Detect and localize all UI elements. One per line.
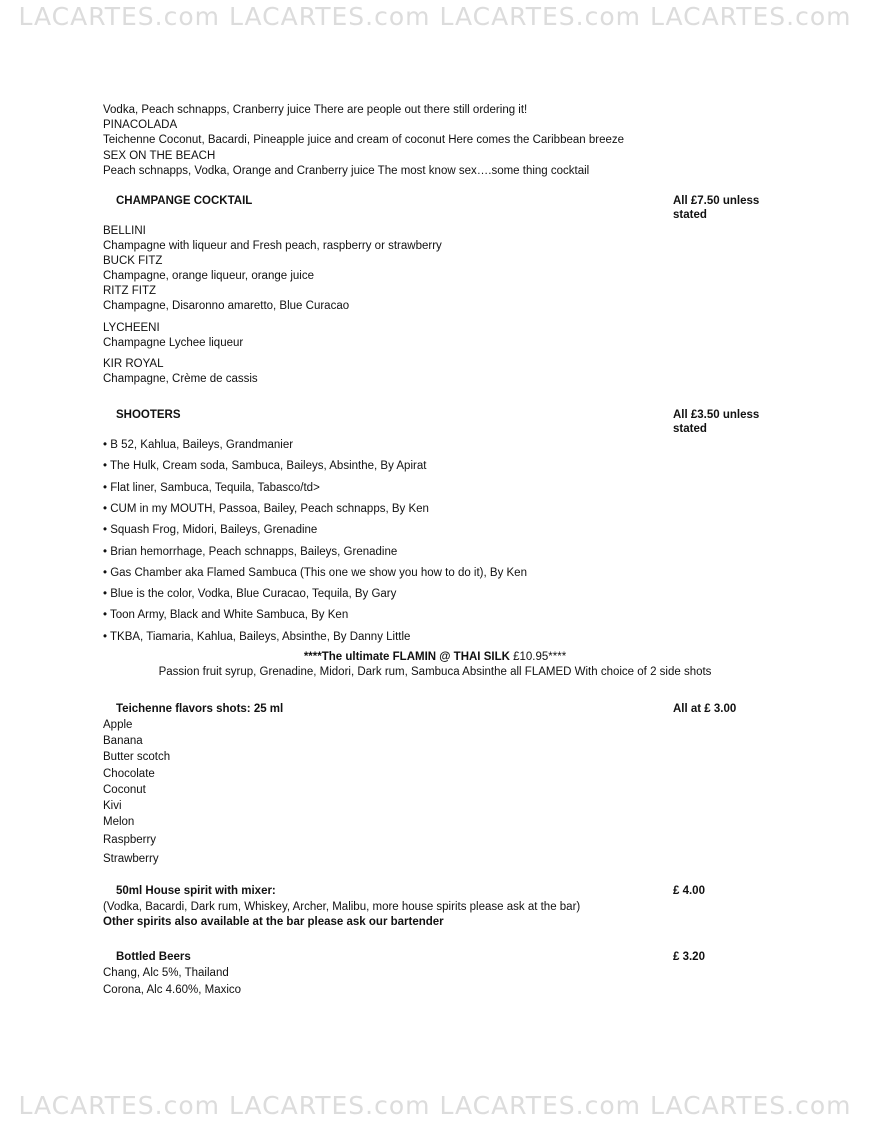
flavor-item: Butter scotch bbox=[103, 751, 171, 763]
champagne-item-name: LYCHEENI bbox=[103, 322, 160, 334]
shooter-item: • Flat liner, Sambuca, Tequila, Tabasco/td> bbox=[103, 482, 320, 494]
flavor-item: Banana bbox=[103, 735, 143, 747]
flavors-price: All at £ 3.00 bbox=[673, 703, 737, 715]
pinacolada-desc: Teichenne Coconut, Bacardi, Pineapple juice and cream of coconut Here comes the Caribbean breeze bbox=[103, 134, 625, 146]
flavor-item: Strawberry bbox=[103, 853, 159, 865]
special-price: £10.95**** bbox=[513, 651, 567, 663]
intro-line: Vodka, Peach schnapps, Cranberry juice There are people out there still ordering it! bbox=[103, 104, 528, 116]
house-note: Other spirits also available at the bar please ask our bartender bbox=[103, 916, 444, 928]
shooters-heading: SHOOTERS bbox=[116, 409, 181, 421]
sotb-desc: Peach schnapps, Vodka, Orange and Cranberry juice The most know sex….some thing cocktail bbox=[103, 165, 590, 177]
sotb-name: SEX ON THE BEACH bbox=[103, 150, 216, 162]
special-title: ****The ultimate FLAMIN @ THAI SILK bbox=[303, 651, 510, 663]
watermark-top: LACARTES.com LACARTES.com LACARTES.com LACARTES.com bbox=[18, 2, 852, 31]
flavor-item: Kivi bbox=[103, 800, 122, 812]
beer-item: Chang, Alc 5%, Thailand bbox=[103, 967, 229, 979]
watermark-bottom: LACARTES.com LACARTES.com LACARTES.com LACARTES.com bbox=[18, 1091, 852, 1120]
beers-price: £ 3.20 bbox=[673, 951, 705, 963]
champagne-item-desc: Champagne Lychee liqueur bbox=[103, 337, 244, 349]
flavor-item: Coconut bbox=[103, 784, 146, 796]
champagne-item-desc: Champagne, Disaronno amaretto, Blue Curacao bbox=[103, 300, 350, 312]
champagne-heading: CHAMPANGE COCKTAIL bbox=[116, 195, 253, 207]
pinacolada-name: PINACOLADA bbox=[103, 119, 178, 131]
flavors-heading: Teichenne flavors shots: 25 ml bbox=[116, 703, 284, 715]
shooter-item: • The Hulk, Cream soda, Sambuca, Baileys, Absinthe, By Apirat bbox=[103, 460, 427, 472]
shooter-item: • TKBA, Tiamaria, Kahlua, Baileys, Absinthe, By Danny Little bbox=[103, 631, 411, 643]
flavor-item: Apple bbox=[103, 719, 133, 731]
shooter-item: • Squash Frog, Midori, Baileys, Grenadine bbox=[103, 524, 318, 536]
shooter-item: • CUM in my MOUTH, Passoa, Bailey, Peach schnapps, By Ken bbox=[103, 503, 429, 515]
special-offer bbox=[0, 650, 870, 664]
shooters-price: All £3.50 unless stated bbox=[673, 409, 760, 435]
champagne-item-name: BUCK FITZ bbox=[103, 255, 163, 267]
house-price: £ 4.00 bbox=[673, 885, 705, 897]
champagne-item-desc: Champagne with liqueur and Fresh peach, raspberry or strawberry bbox=[103, 240, 442, 252]
champagne-item-desc: Champagne, Crème de cassis bbox=[103, 373, 258, 385]
house-heading: 50ml House spirit with mixer: bbox=[116, 885, 276, 897]
shooter-item: • Toon Army, Black and White Sambuca, By Ken bbox=[103, 609, 349, 621]
shooter-item: • B 52, Kahlua, Baileys, Grandmanier bbox=[103, 439, 294, 451]
shooter-item: • Brian hemorrhage, Peach schnapps, Baileys, Grenadine bbox=[103, 546, 398, 558]
shooter-item: • Blue is the color, Vodka, Blue Curacao, Tequila, By Gary bbox=[103, 588, 397, 600]
champagne-item-name: KIR ROYAL bbox=[103, 358, 164, 370]
flavor-item: Melon bbox=[103, 816, 135, 828]
shooter-item: • Gas Chamber aka Flamed Sambuca (This one we show you how to do it), By Ken bbox=[103, 567, 527, 579]
flavor-item: Chocolate bbox=[103, 768, 155, 780]
champagne-item-name: BELLINI bbox=[103, 225, 146, 237]
champagne-price: All £7.50 unless stated bbox=[673, 195, 760, 221]
beer-item: Corona, Alc 4.60%, Maxico bbox=[103, 984, 242, 996]
flavor-item: Raspberry bbox=[103, 834, 157, 846]
special-desc: Passion fruit syrup, Grenadine, Midori, Dark rum, Sambuca Absinthe all FLAMED With choice of 2 side shots bbox=[158, 666, 712, 678]
beers-heading: Bottled Beers bbox=[116, 951, 191, 963]
champagne-item-desc: Champagne, orange liqueur, orange juice bbox=[103, 270, 314, 282]
house-desc: (Vodka, Bacardi, Dark rum, Whiskey, Archer, Malibu, more house spirits please ask at the bar) bbox=[103, 901, 581, 913]
champagne-item-name: RITZ FITZ bbox=[103, 285, 157, 297]
